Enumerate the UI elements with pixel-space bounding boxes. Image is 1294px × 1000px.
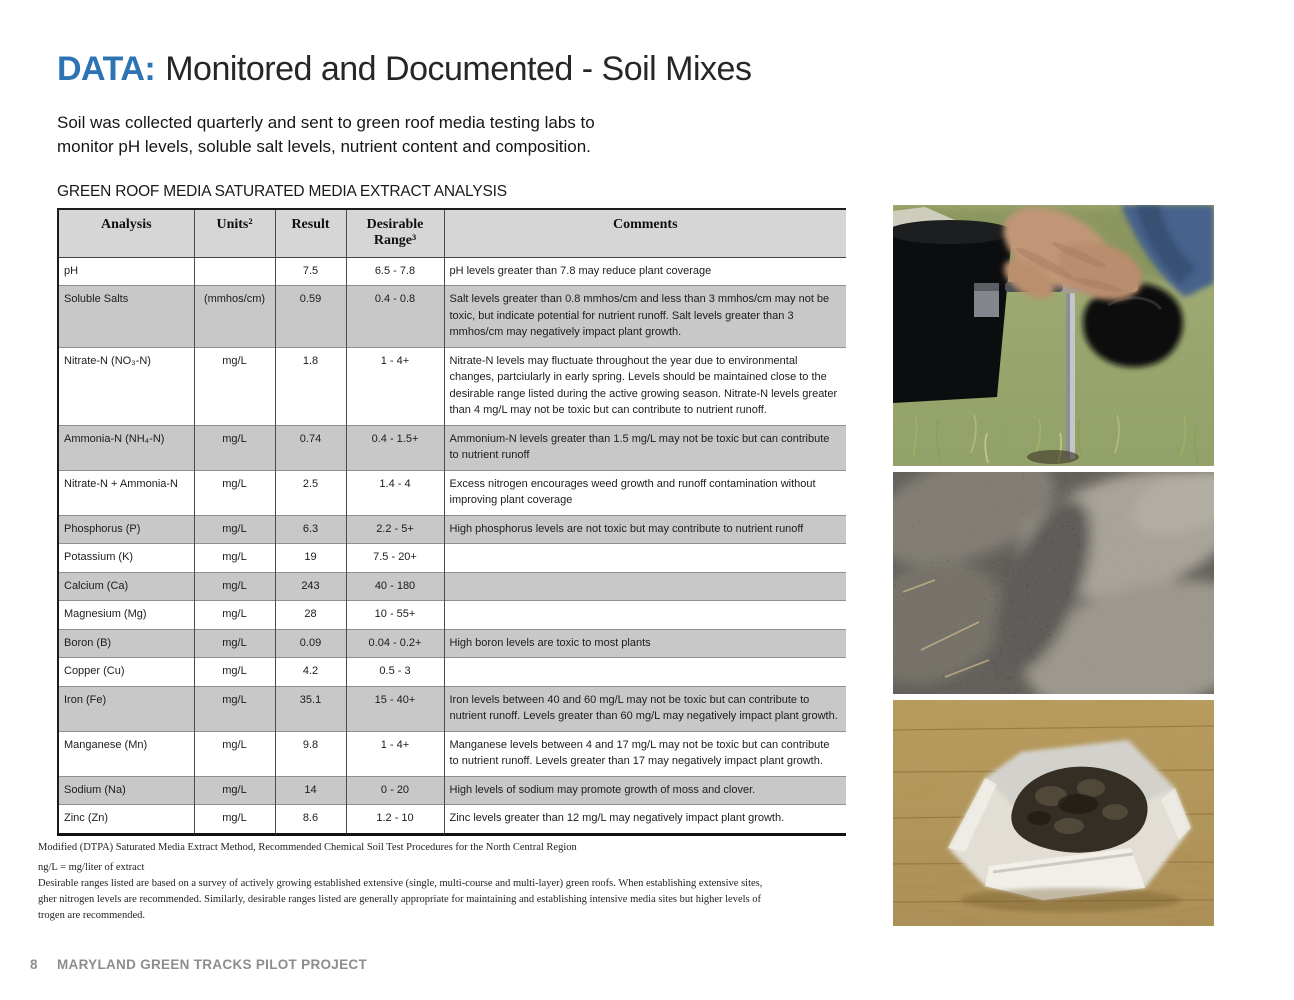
cell-comments: Iron levels between 40 and 60 mg/L may not be toxic but can contribute to nutrient runoff. Levels greater than 60 mg/L may negatively impact plant growth. [444, 686, 846, 731]
table-row [58, 658, 846, 687]
cell-comments: Excess nitrogen encourages weed growth and runoff contamination without improving plant coverage [444, 470, 846, 515]
title-main: Monitored and Documented - Soil Mixes [165, 50, 752, 88]
cell-range: 1.4 - 4 [346, 470, 444, 515]
col-header-comments: Comments [444, 209, 846, 257]
table-row [58, 425, 846, 470]
col-header-range-line1: Desirable [366, 217, 424, 232]
cell-range: 6.5 - 7.8 [346, 257, 444, 286]
cell-comments: Manganese levels between 4 and 17 mg/L may not be toxic but can contribute to nutrient runoff. Levels greater than 17 may negatively impact plant growth. [444, 731, 846, 776]
soil-bag-photo [893, 700, 1214, 926]
project-title: MARYLAND GREEN TRACKS PILOT PROJECT [57, 957, 368, 972]
cell-analysis: Copper (Cu) [58, 658, 194, 687]
cell-result: 6.3 [275, 515, 346, 544]
cell-units: mg/L [194, 805, 275, 835]
cell-result: 7.5 [275, 257, 346, 286]
table-row [58, 601, 846, 630]
cell-range: 2.2 - 5+ [346, 515, 444, 544]
cell-result: 4.2 [275, 658, 346, 687]
soil-probe-photo [893, 205, 1214, 466]
cell-analysis: Phosphorus (P) [58, 515, 194, 544]
cell-range: 1 - 4+ [346, 731, 444, 776]
cell-analysis: Manganese (Mn) [58, 731, 194, 776]
footnote-line: trogen are recommended. [38, 909, 145, 921]
cell-analysis: Potassium (K) [58, 544, 194, 573]
cell-comments [444, 544, 846, 573]
cell-range: 0.04 - 0.2+ [346, 629, 444, 658]
title-prefix: DATA: [57, 50, 156, 88]
col-header-units: Units² [194, 209, 275, 257]
cell-analysis: Nitrate-N + Ammonia-N [58, 470, 194, 515]
cell-analysis: Iron (Fe) [58, 686, 194, 731]
cell-comments: High phosphorus levels are not toxic but may contribute to nutrient runoff [444, 515, 846, 544]
cell-units: mg/L [194, 731, 275, 776]
table-row [58, 731, 846, 776]
page-number: 8 [30, 957, 38, 972]
cell-analysis: pH [64, 264, 79, 277]
cell-comments: Salt levels greater than 0.8 mmhos/cm and less than 3 mmhos/cm may not be toxic, but indicate potential for nutrient runoff. Salt levels greater than 3 mmhos/cm may negatively impact plant growth. [444, 286, 846, 348]
cell-result: 0.09 [275, 629, 346, 658]
cell-units: mg/L [194, 658, 275, 687]
cell-result: 0.74 [275, 425, 346, 470]
cell-units: mg/L [194, 544, 275, 573]
cell-analysis: Nitrate-N (NO₃-N) [58, 347, 194, 425]
soil-cores-photo [893, 472, 1214, 694]
cell-comments [444, 601, 846, 630]
cell-comments [444, 572, 846, 601]
table-row [58, 470, 846, 515]
cell-range: 0.4 - 0.8 [346, 286, 444, 348]
table-body [58, 257, 846, 834]
cell-result: 19 [275, 544, 346, 573]
cell-comments: High levels of sodium may promote growth of moss and clover. [444, 776, 846, 805]
cell-units [194, 257, 275, 286]
cell-comments: High boron levels are toxic to most plants [444, 629, 846, 658]
cell-analysis: Ammonia-N (NH₄-N) [58, 425, 194, 470]
col-header-analysis: Analysis [58, 209, 194, 257]
cell-range: 7.5 - 20+ [346, 544, 444, 573]
table-row [58, 805, 846, 835]
cell-range: 0.5 - 3 [346, 658, 444, 687]
col-header-range-line2: Range³ [373, 233, 417, 248]
table-row [58, 776, 846, 805]
cell-analysis: Boron (B) [58, 629, 194, 658]
cell-comments [444, 658, 846, 687]
cell-units: mg/L [194, 470, 275, 515]
cell-result: 35.1 [275, 686, 346, 731]
table-row [58, 544, 846, 573]
cell-result: 28 [275, 601, 346, 630]
cell-analysis: Soluble Salts [58, 286, 194, 348]
cell-result: 8.6 [275, 805, 346, 835]
cell-result: 0.59 [275, 286, 346, 348]
cell-result: 1.8 [275, 347, 346, 425]
cell-units: mg/L [194, 686, 275, 731]
table-row [58, 257, 846, 286]
cell-units: mg/L [194, 572, 275, 601]
cell-units: (mmhos/cm) [194, 286, 275, 348]
cell-range: 1.2 - 10 [346, 805, 444, 835]
cell-analysis: Zinc (Zn) [58, 805, 194, 835]
footnote-line: Desirable ranges listed are based on a survey of actively growing established extensive (single, multi-course and multi-layer) green roofs. When establishing extensive sites, [38, 877, 763, 889]
footnotes [38, 840, 850, 924]
cell-comments: pH levels greater than 7.8 may reduce plant coverage [444, 257, 846, 286]
table-row [58, 629, 846, 658]
cell-units: mg/L [194, 425, 275, 470]
cell-comments: Nitrate-N levels may fluctuate throughout the year due to environmental changes, partciularly in early spring. Levels should be maintained close to the desirable range listed during the active growing season. Nitrate-N levels greater than 4 mg/L may not be toxic but can contribute to nutrient runoff. [444, 347, 846, 425]
table-row [58, 572, 846, 601]
cell-comments: Zinc levels greater than 12 mg/L may negatively impact plant growth. [444, 805, 846, 835]
cell-units: mg/L [194, 347, 275, 425]
cell-units: mg/L [194, 629, 275, 658]
table-row [58, 686, 846, 731]
table-row [58, 286, 846, 348]
cell-result: 2.5 [275, 470, 346, 515]
cell-range: 40 - 180 [346, 572, 444, 601]
cell-units: mg/L [194, 515, 275, 544]
cell-comments: Ammonium-N levels greater than 1.5 mg/L may not be toxic but can contribute to nutrient runoff [444, 425, 846, 470]
footnote-line: gher nitrogen levels are recommended. Similarly, desirable ranges listed are generally appropriate for maintaining and establishing intensive media sites but higher levels of [38, 893, 762, 905]
media-extract-table [57, 208, 846, 836]
cell-units: mg/L [194, 776, 275, 805]
cell-analysis: Sodium (Na) [58, 776, 194, 805]
table-row [58, 515, 846, 544]
cell-analysis: Magnesium (Mg) [58, 601, 194, 630]
cell-analysis: Calcium (Ca) [58, 572, 194, 601]
cell-range: 0 - 20 [346, 776, 444, 805]
col-header-result: Result [275, 209, 346, 257]
section-heading: GREEN ROOF MEDIA SATURATED MEDIA EXTRACT ANALYSIS [57, 183, 507, 200]
photo-column [893, 205, 1214, 926]
cell-result: 243 [275, 572, 346, 601]
cell-units: mg/L [194, 601, 275, 630]
table-row [58, 347, 846, 425]
cell-range: 0.4 - 1.5+ [346, 425, 444, 470]
intro-line-2: monitor pH levels, soluble salt levels, nutrient content and composition. [57, 137, 591, 156]
cell-range: 1 - 4+ [346, 347, 444, 425]
cell-result: 9.8 [275, 731, 346, 776]
cell-range: 15 - 40+ [346, 686, 444, 731]
intro-paragraph [57, 111, 847, 159]
footnote-line: Modified (DTPA) Saturated Media Extract Method, Recommended Chemical Soil Test Procedures for the North Central Region [38, 841, 577, 853]
page-title [57, 50, 847, 89]
col-header-desirable-range [346, 209, 444, 257]
main-content [38, 50, 847, 924]
cell-range: 10 - 55+ [346, 601, 444, 630]
table-header-row [58, 209, 846, 257]
intro-line-1: Soil was collected quarterly and sent to green roof media testing labs to [57, 113, 595, 132]
cell-result: 14 [275, 776, 346, 805]
footnote-line: ng/L = mg/liter of extract [38, 861, 145, 873]
